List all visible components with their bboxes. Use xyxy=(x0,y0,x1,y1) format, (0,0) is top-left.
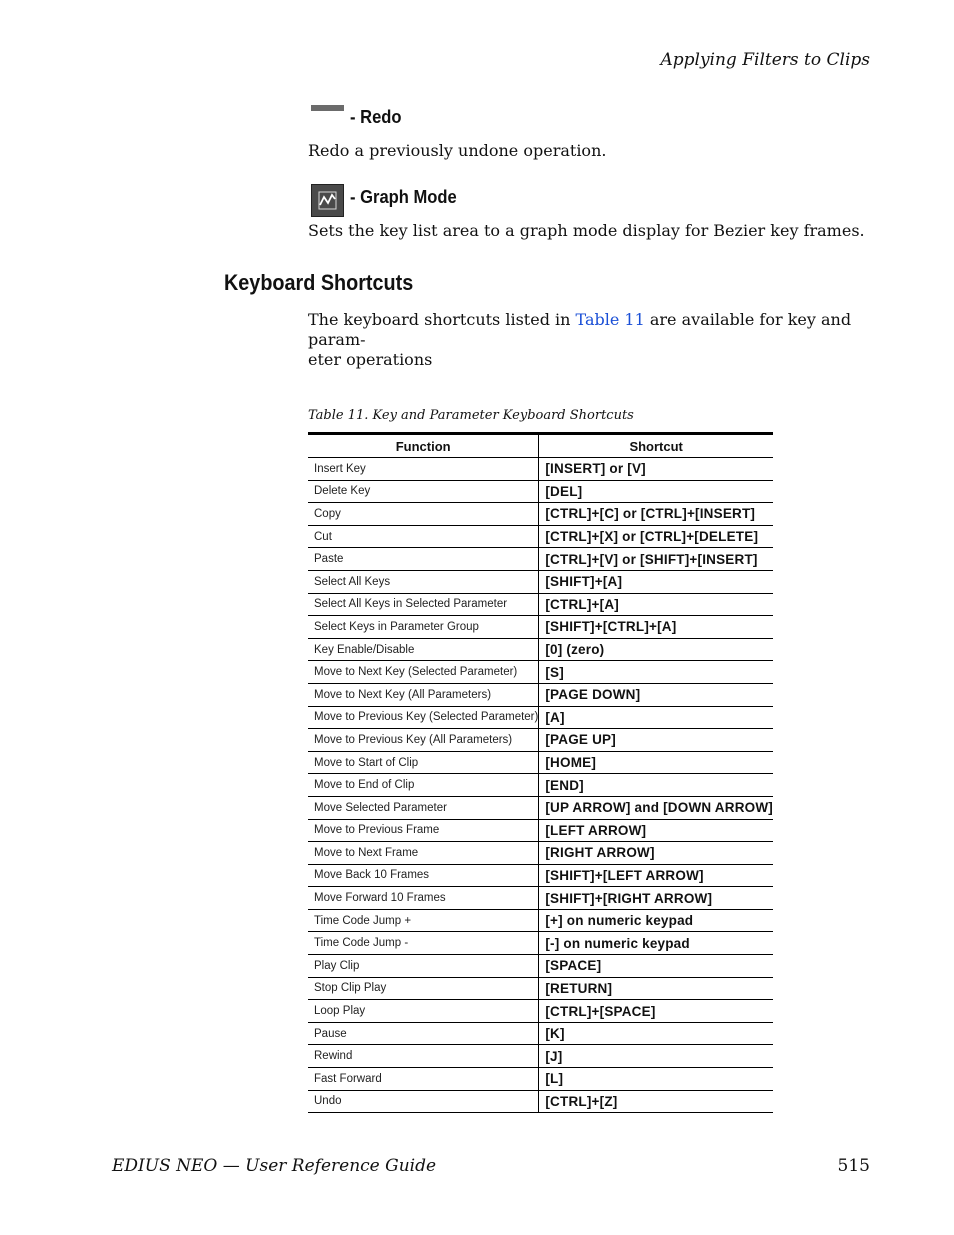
shortcut-cell: [SHIFT]+[A] xyxy=(539,570,773,593)
shortcut-cell: [END] xyxy=(539,774,773,797)
table-row xyxy=(308,458,773,481)
shortcut-cell: [CTRL]+[SPACE] xyxy=(539,1000,773,1023)
keyboard-shortcuts-intro xyxy=(308,310,878,370)
table-body xyxy=(308,458,773,1113)
table-row xyxy=(308,706,773,729)
table-row xyxy=(308,774,773,797)
function-cell: Copy xyxy=(308,503,539,526)
table-row xyxy=(308,796,773,819)
table-row xyxy=(308,932,773,955)
shortcut-cell: [SHIFT]+[RIGHT ARROW] xyxy=(539,887,773,910)
shortcut-cell: [DEL] xyxy=(539,480,773,503)
function-cell: Cut xyxy=(308,525,539,548)
table-row xyxy=(308,638,773,661)
table-11-link[interactable]: Table 11 xyxy=(575,310,645,329)
table-row xyxy=(308,819,773,842)
shortcut-cell: [INSERT] or [V] xyxy=(539,458,773,481)
shortcut-cell: [J] xyxy=(539,1045,773,1068)
shortcut-cell: [SHIFT]+[CTRL]+[A] xyxy=(539,616,773,639)
shortcut-cell: [S] xyxy=(539,661,773,684)
function-cell: Loop Play xyxy=(308,1000,539,1023)
function-cell: Move to Previous Frame xyxy=(308,819,539,842)
function-cell: Key Enable/Disable xyxy=(308,638,539,661)
running-header: Applying Filters to Clips xyxy=(660,50,870,70)
function-cell: Paste xyxy=(308,548,539,571)
shortcut-cell: [HOME] xyxy=(539,751,773,774)
graph-mode-icon xyxy=(311,184,344,217)
table-row xyxy=(308,751,773,774)
shortcut-cell: [RETURN] xyxy=(539,977,773,1000)
table-row xyxy=(308,570,773,593)
graph-mode-heading: - Graph Mode xyxy=(350,187,457,207)
function-cell: Move to Start of Clip xyxy=(308,751,539,774)
table-header-row xyxy=(308,434,773,458)
function-cell: Move Selected Parameter xyxy=(308,796,539,819)
function-cell: Insert Key xyxy=(308,458,539,481)
shortcut-cell: [K] xyxy=(539,1022,773,1045)
function-cell: Pause xyxy=(308,1022,539,1045)
function-cell: Select Keys in Parameter Group xyxy=(308,616,539,639)
function-cell: Move Forward 10 Frames xyxy=(308,887,539,910)
table-row xyxy=(308,661,773,684)
table-row xyxy=(308,1022,773,1045)
table-row xyxy=(308,683,773,706)
shortcut-cell: [CTRL]+[Z] xyxy=(539,1090,773,1113)
table-row xyxy=(308,887,773,910)
table-row xyxy=(308,977,773,1000)
table-row xyxy=(308,480,773,503)
graph-mode-description: Sets the key list area to a graph mode display for Bezier key frames. xyxy=(308,221,865,240)
function-cell: Time Code Jump + xyxy=(308,909,539,932)
function-cell: Delete Key xyxy=(308,480,539,503)
shortcut-cell: [CTRL]+[V] or [SHIFT]+[INSERT] xyxy=(539,548,773,571)
table-row xyxy=(308,525,773,548)
shortcut-cell: [CTRL]+[A] xyxy=(539,593,773,616)
intro-text-start: The keyboard shortcuts listed in xyxy=(308,310,576,329)
table-row xyxy=(308,548,773,571)
shortcut-cell: [PAGE DOWN] xyxy=(539,683,773,706)
table-row xyxy=(308,503,773,526)
table-row xyxy=(308,842,773,865)
function-cell: Time Code Jump - xyxy=(308,932,539,955)
shortcuts-table xyxy=(308,432,773,1113)
shortcut-cell: [CTRL]+[C] or [CTRL]+[INSERT] xyxy=(539,503,773,526)
function-cell: Move to Next Key (All Parameters) xyxy=(308,683,539,706)
table-row xyxy=(308,1000,773,1023)
intro-text-end: are available for key and param- xyxy=(308,310,852,349)
function-cell: Move to Next Frame xyxy=(308,842,539,865)
column-header-shortcut: Shortcut xyxy=(539,434,773,458)
shortcut-cell: [L] xyxy=(539,1068,773,1091)
column-header-function: Function xyxy=(308,434,539,458)
function-cell: Select All Keys in Selected Parameter xyxy=(308,593,539,616)
redo-icon xyxy=(311,105,344,111)
table-row xyxy=(308,729,773,752)
page-number: 515 xyxy=(837,1156,870,1176)
shortcut-cell: [CTRL]+[X] or [CTRL]+[DELETE] xyxy=(539,525,773,548)
table-row xyxy=(308,1068,773,1091)
table-row xyxy=(308,616,773,639)
shortcut-cell: [SPACE] xyxy=(539,955,773,978)
function-cell: Move to Previous Key (All Parameters) xyxy=(308,729,539,752)
shortcut-cell: [LEFT ARROW] xyxy=(539,819,773,842)
shortcut-cell: [UP ARROW] and [DOWN ARROW] xyxy=(539,796,773,819)
function-cell: Undo xyxy=(308,1090,539,1113)
table-row xyxy=(308,1090,773,1113)
function-cell: Rewind xyxy=(308,1045,539,1068)
shortcut-cell: [+] on numeric keypad xyxy=(539,909,773,932)
table-caption: Table 11. Key and Parameter Keyboard Shortcuts xyxy=(308,408,634,423)
keyboard-shortcuts-heading: Keyboard Shortcuts xyxy=(224,270,414,295)
redo-description: Redo a previously undone operation. xyxy=(308,141,607,160)
shortcut-cell: [0] (zero) xyxy=(539,638,773,661)
intro-text-line2: eter operations xyxy=(308,350,433,369)
footer-guide-title: EDIUS NEO — User Reference Guide xyxy=(112,1156,437,1176)
function-cell: Select All Keys xyxy=(308,570,539,593)
function-cell: Move to End of Clip xyxy=(308,774,539,797)
table-row xyxy=(308,955,773,978)
table-row xyxy=(308,909,773,932)
shortcut-cell: [RIGHT ARROW] xyxy=(539,842,773,865)
table-row xyxy=(308,864,773,887)
function-cell: Move to Previous Key (Selected Parameter) xyxy=(308,706,539,729)
table-row xyxy=(308,1045,773,1068)
shortcut-cell: [A] xyxy=(539,706,773,729)
shortcut-cell: [PAGE UP] xyxy=(539,729,773,752)
shortcut-cell: [SHIFT]+[LEFT ARROW] xyxy=(539,864,773,887)
function-cell: Move Back 10 Frames xyxy=(308,864,539,887)
shortcut-cell: [-] on numeric keypad xyxy=(539,932,773,955)
function-cell: Move to Next Key (Selected Parameter) xyxy=(308,661,539,684)
function-cell: Stop Clip Play xyxy=(308,977,539,1000)
function-cell: Fast Forward xyxy=(308,1068,539,1091)
table-row xyxy=(308,593,773,616)
redo-heading: - Redo xyxy=(350,107,402,127)
function-cell: Play Clip xyxy=(308,955,539,978)
